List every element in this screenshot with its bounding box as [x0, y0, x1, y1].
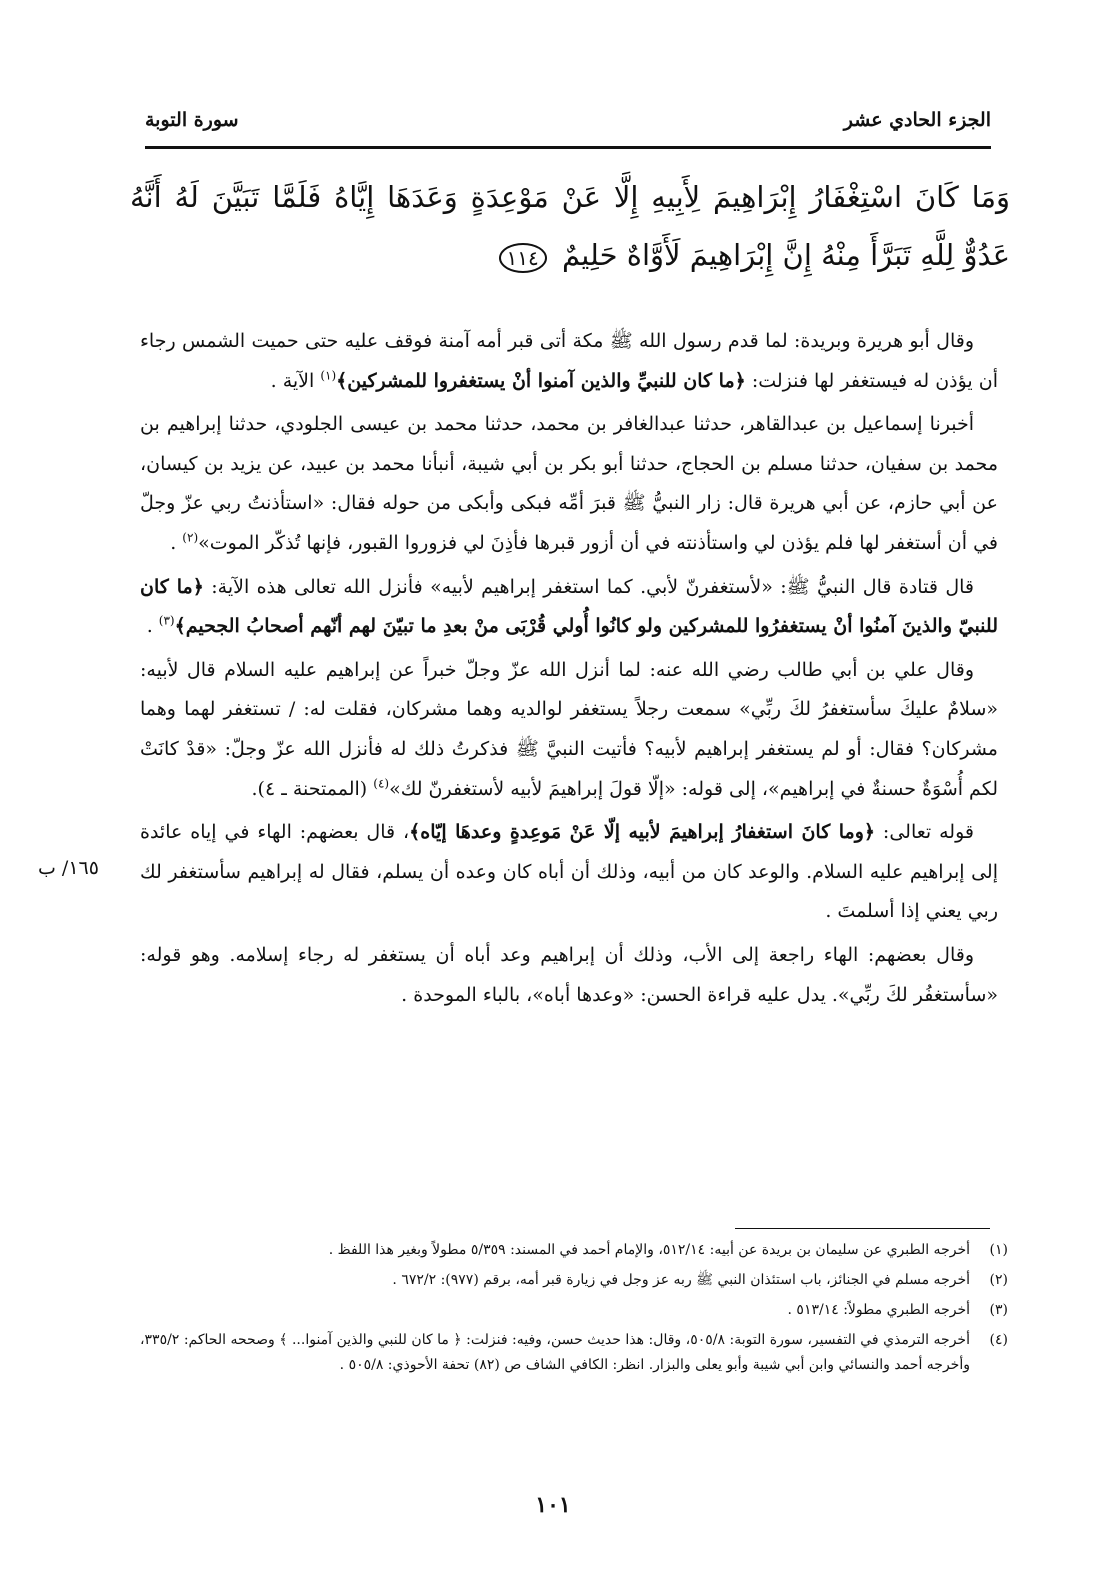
paragraph-text: قال قتادة قال النبيُّ ﷺ: «لأستغفرنّ لأبي. كما استغفر إبراهيم لأبيه» فأنزل الله تعالى هذه الآية:: [203, 575, 974, 598]
footnote: [140, 1238, 1008, 1263]
paragraph: [140, 322, 998, 401]
footnote-number: (٤): [989, 1332, 1008, 1348]
footnote-ref: (٣): [158, 613, 175, 628]
quote-bold: ﴿ما كان للنبيّ والذينَ آمنُوا أنْ يستغفرُوا للمشركين ولو كانُوا أُولي قُرْبَى منْ بعدِ ما تبيّنَ لهم أنّهم أصحابُ الجحيم﴾: [140, 575, 998, 638]
paragraph: [140, 405, 998, 563]
paragraph-text: وقال بعضهم: الهاء راجعة إلى الأب، وذلك أن إبراهيم وعد أباه أن يستغفر له رجاء إسلامه. وهو قوله: «سأستغفُر لكَ ربِّي». يدل عليه قراءة الحسن: «وعدها أباه»، بالباء الموحدة .: [140, 943, 998, 1006]
footnote-ref: (٤): [373, 776, 390, 791]
header-part: الجزء الحادي عشر: [843, 109, 991, 131]
header-surah: سورة التوبة: [145, 109, 239, 131]
footnote: [140, 1268, 1008, 1293]
footnote-ref: (٢): [182, 530, 199, 545]
commentary-body: [140, 322, 998, 1019]
footnote: [140, 1328, 1008, 1378]
footnote-text: أخرجه الطبري مطولاً: ٥١٣/١٤ .: [787, 1302, 970, 1318]
footnote-text: أخرجه الترمذي في التفسير، سورة التوبة: ٥٠٥/٨، وقال: هذا حديث حسن، وفيه: فنزلت: ﴿ ما كان للنبي والذين آمنوا... ﴾ وصححه الحاكم: ٣٣٥/٢، وأخرجه أحمد والنسائي وابن أبي شيبة وأبو يعلى والبزار. انظر: الكافي الشاف ص (٨٢) تحفة الأحوذي: ٥٠٥/٨ .: [140, 1332, 970, 1373]
footnote-number: (٢): [989, 1272, 1008, 1288]
paragraph: [140, 936, 998, 1015]
paragraph-text: (الممتحنة ـ ٤).: [251, 777, 374, 800]
footnotes: [140, 1238, 1008, 1383]
paragraph-text: قوله تعالى:: [875, 821, 974, 844]
footnote-number: (١): [989, 1242, 1008, 1258]
quote-bold: ﴿وما كانَ استغفارُ إبراهيمَ لأبيه إلّا عَنْ مَوعِدةٍ وعدهَا إيّاه﴾: [409, 821, 876, 844]
paragraph-text: أخبرنا إسماعيل بن عبدالقاهر، حدثنا عبدالغافر بن محمد، حدثنا محمد بن عيسى الجلودي، حدثنا إبراهيم بن محمد بن سفيان، حدثنا مسلم بن الحجاج، حدثنا أبو بكر بن أبي شيبة، أنبأنا محمد بن عبيد، عن يزيد بن كيسان، عن أبي حازم، عن أبي هريرة قال: زار النبيُّ ﷺ قبرَ أمِّه فبكى وأبكى من حوله فقال: «استأذنتُ ربي عزّ وجلّ في أن أستغفر لها فلم يؤذن لي واستأذنته في أن أزور قبرها فأذِنَ لي فزوروا القبور، فإنها تُذكّر الموت»: [140, 413, 998, 554]
footnote-text: أخرجه مسلم في الجنائز، باب استئذان النبي ﷺ ربه عز وجل في زيارة قبر أمه، برقم (٩٧٧): ٦٧٢/٢ .: [392, 1272, 970, 1288]
paragraph-text: وقال علي بن أبي طالب رضي الله عنه: لما أنزل الله عزّ وجلّ خبراً عن إبراهيم عليه السلام قال لأبيه: «سلامٌ عليكَ سأستغفرُ لكَ ربِّي» سمعت رجلاً يستغفر لوالديه وهما مشركان، فقلت له: / تستغفر لهما وهما مشركان؟ فقال: أو لم يستغفر إبراهيم لأبيه؟ فأتيت النبيَّ ﷺ فذكرتُ ذلك له فأنزل الله عزّ وجلّ: «قدْ كانَتْ لكم أُسْوَةٌ حسنةٌ في إبراهيم»، إلى قوله: «إلّا قولَ إبراهيمَ لأبيه لأستغفرنّ لك»: [140, 658, 998, 800]
page-number: ١٠١: [535, 1492, 571, 1518]
paragraph: [140, 813, 998, 932]
paragraph-text: .: [146, 615, 159, 638]
footnote: [140, 1298, 1008, 1323]
paragraph-text: وقال أبو هريرة وبريدة: لما قدم رسول الله ﷺ مكة أتى قبر أمه آمنة فوقف عليه حتى حميت الشمس رجاء أن يؤذن له فيستغفر لها فنزلت:: [140, 330, 998, 392]
paragraph-text: الآية .: [270, 369, 321, 392]
manuscript-folio-note: ١٦٥/ ب: [38, 857, 99, 879]
paragraph-text: ، قال بعضهم: الهاء في إياه عائدة إلى إبراهيم عليه السلام. والوعد كان من أبيه، وذلك أن أباه كان وعده أن يسلم، فقال له إبراهيم سأستغفر لك ربي يعني إذا أسلمتَ .: [140, 821, 998, 923]
paragraph: [140, 568, 998, 647]
footnote-number: (٣): [989, 1302, 1008, 1318]
footnote-rule: [735, 1228, 990, 1229]
header-rule: [145, 146, 991, 149]
verse-text: وَمَا كَانَ اسْتِغْفَارُ إِبْرَاهِيمَ لِأَبِيهِ إِلَّا عَنْ مَوْعِدَةٍ وَعَدَهَا إِيَّاهُ فَلَمَّا تَبَيَّنَ لَهُ أَنَّهُ عَدُوٌّ لِلَّهِ تَبَرَّأَ مِنْهُ إِنَّ إِبْرَاهِيمَ لَأَوَّاهٌ حَلِيمٌ: [130, 180, 1010, 272]
quran-verse: [130, 168, 1010, 284]
running-header: [145, 100, 991, 140]
verse-number: ١١٤: [499, 243, 547, 273]
footnote-text: أخرجه الطبري عن سليمان بن بريدة عن أبيه: ٥١٢/١٤، والإمام أحمد في المسند: ٥/٣٥٩ مطولاً وبغير هذا اللفظ .: [328, 1242, 970, 1258]
quote-bold: ﴿ما كان للنبيِّ والذين آمنوا أنْ يستغفروا للمشركين﴾: [336, 369, 746, 392]
footnote-ref: (١): [320, 368, 337, 383]
paragraph-text: .: [170, 531, 183, 554]
paragraph: [140, 651, 998, 809]
